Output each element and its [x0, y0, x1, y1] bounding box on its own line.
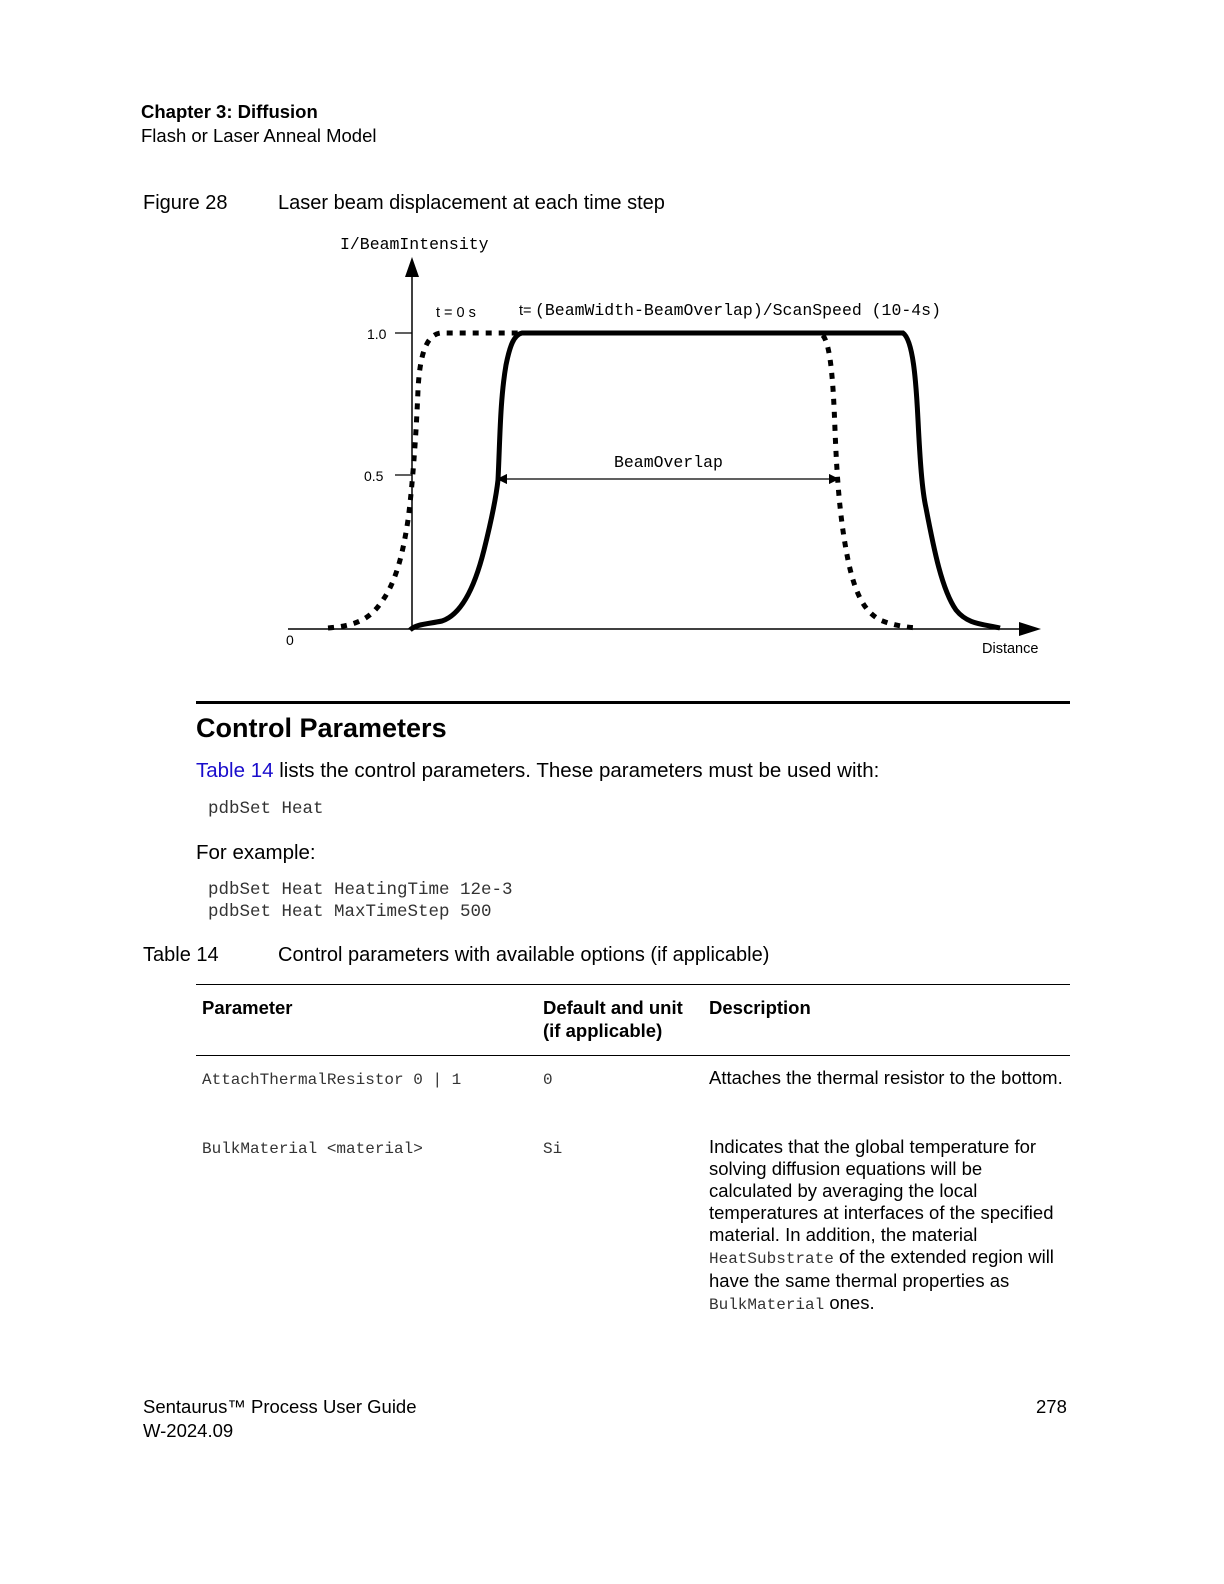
header-parameter: Parameter — [202, 997, 293, 1018]
row-2-desc-code-2: BulkMaterial — [709, 1296, 825, 1314]
t1-label — [519, 301, 941, 320]
header-default-line-1: Default and unit — [543, 997, 683, 1018]
table-number: Table 14 — [143, 944, 219, 966]
section-heading: Control Parameters — [196, 713, 447, 743]
t1-prefix: t= — [519, 303, 532, 319]
intro-paragraph — [196, 759, 879, 783]
figure-caption: Laser beam displacement at each time step — [278, 192, 665, 214]
table-header-rule — [196, 1055, 1070, 1056]
beam-profile-t1 — [410, 333, 1000, 630]
table-caption: Control parameters with available options (if applicable) — [278, 944, 770, 966]
footer-guide-title: Sentaurus™ Process User Guide — [143, 1396, 417, 1417]
intro-text: lists the control parameters. These parameters must be used with: — [273, 759, 880, 782]
row-1-default: 0 — [543, 1071, 553, 1089]
t0-label: t = 0 s — [436, 305, 476, 321]
row-2-default: Si — [543, 1140, 563, 1158]
x-axis-label: Distance — [982, 641, 1039, 657]
header-description: Description — [709, 997, 811, 1018]
row-1-parameter: AttachThermalResistor 0 | 1 — [202, 1071, 462, 1089]
t1-expression: (BeamWidth-BeamOverlap)/ScanSpeed (10-4s) — [535, 301, 941, 320]
tick-0-5-label: 0.5 — [364, 468, 384, 484]
section-rule — [196, 701, 1070, 704]
header-default-line-2: (if applicable) — [543, 1020, 663, 1041]
tick-1-0-label: 1.0 — [367, 326, 387, 342]
row-2-desc-part-1: Indicates that the global temperature for solving diffusion equations will be calculated by averaging the local temperatures at interfaces of the specified material. In addition, the material — [709, 1136, 1054, 1245]
table-14-link[interactable]: Table 14 — [196, 759, 274, 782]
row-2-desc-part-2: of the extended region will have the same thermal properties as — [709, 1246, 1054, 1291]
code-example-line-2: pdbSet Heat MaxTimeStep 500 — [208, 902, 492, 922]
row-2-desc-code-1: HeatSubstrate — [709, 1250, 834, 1268]
table-top-rule — [196, 984, 1070, 985]
row-2-description — [709, 1136, 1064, 1316]
y-axis-label: I/BeamIntensity — [340, 235, 489, 254]
x-axis-arrow — [1019, 622, 1041, 636]
footer-version: W-2024.09 — [143, 1420, 234, 1441]
footer-page-number: 278 — [1036, 1396, 1067, 1417]
beam-displacement-figure — [0, 225, 1224, 665]
chapter-title: Chapter 3: Diffusion — [141, 101, 318, 122]
code-pdbset-heat: pdbSet Heat — [208, 799, 324, 819]
section-subtitle: Flash or Laser Anneal Model — [141, 125, 377, 146]
example-label: For example: — [196, 841, 316, 864]
beam-overlap-label: BeamOverlap — [614, 453, 723, 472]
code-example-line-1: pdbSet Heat HeatingTime 12e-3 — [208, 880, 513, 900]
figure-number: Figure 28 — [143, 192, 228, 214]
beam-profile-t0 — [328, 333, 918, 628]
row-1-description: Attaches the thermal resistor to the bottom. — [709, 1067, 1063, 1088]
row-2-parameter: BulkMaterial <material> — [202, 1140, 423, 1158]
row-2-desc-part-3: ones. — [824, 1292, 875, 1313]
origin-label: 0 — [286, 632, 294, 648]
y-axis-arrow — [405, 257, 419, 277]
